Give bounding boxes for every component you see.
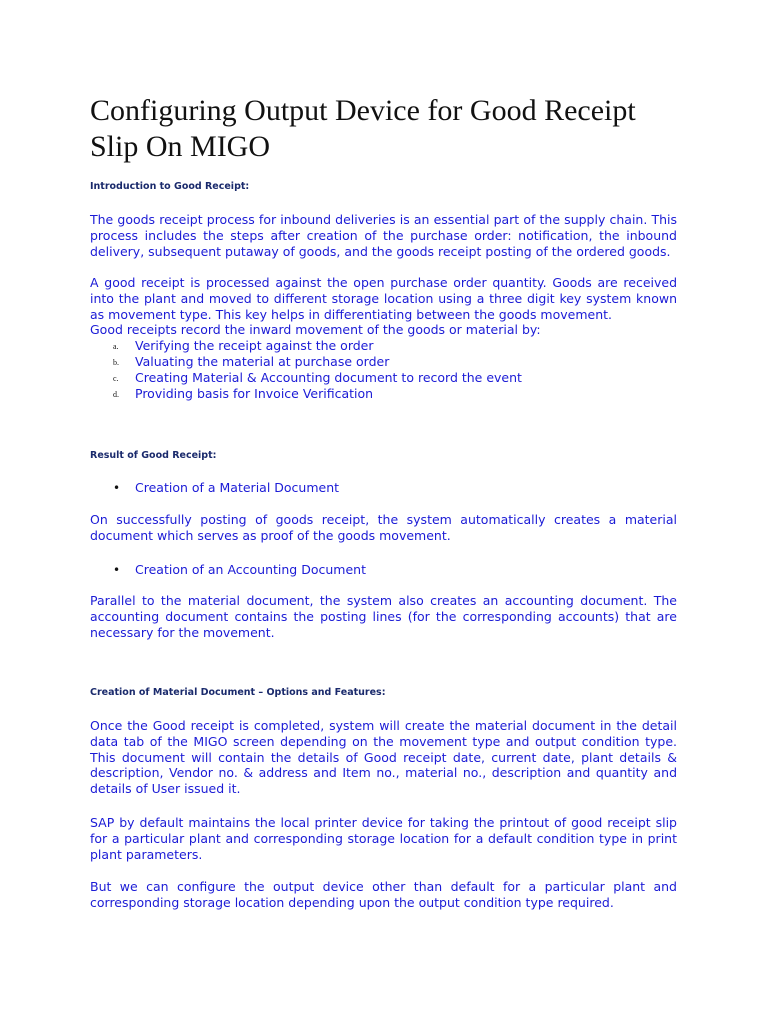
list-marker: d. [113, 390, 119, 399]
bullet-item-text: Creation of an Accounting Document [135, 562, 366, 577]
bullet-item-text: Creation of a Material Document [135, 480, 340, 495]
list-item-text: Providing basis for Invoice Verification [135, 386, 374, 401]
creation-paragraph-3: But we can configure the output device other than default for a particular plant and corresponding storage location depending upon the output condition type required. [90, 879, 677, 910]
page-title: Configuring Output Device for Good Receipt Slip On MIGO [90, 94, 636, 163]
intro-paragraph-2: A good receipt is processed against the open purchase order quantity. Goods are received into the plant and moved to different storage location using a three digit key system known as movement type. This key helps in differentiating between the goods movement. [90, 275, 677, 322]
list-item-text: Valuating the material at purchase order [135, 354, 390, 369]
creation-paragraph-2: SAP by default maintains the local printer device for taking the printout of good receipt slip for a particular plant and corresponding storage location for a default condition type in print plant parameters. [90, 815, 677, 862]
bullet-dot-icon: • [113, 481, 121, 495]
list-marker: c. [113, 374, 119, 383]
ordered-list-item [90, 386, 677, 402]
section-heading-creation: Creation of Material Document – Options and Features: [90, 687, 386, 698]
result-paragraph-2: Parallel to the material document, the system also creates an accounting document. The accounting document contains the posting lines (for the corresponding accounts) that are necessary for the movement. [90, 593, 677, 640]
list-item-text: Verifying the receipt against the order [135, 338, 374, 353]
bullet-list-item [90, 562, 677, 578]
ordered-list-item [90, 370, 677, 386]
intro-paragraph-3: Good receipts record the inward movement of the goods or material by: [90, 322, 541, 337]
list-marker: b. [113, 358, 119, 367]
list-item-text: Creating Material & Accounting document to record the event [135, 370, 522, 385]
ordered-list-item [90, 354, 677, 370]
section-heading-result: Result of Good Receipt: [90, 450, 217, 461]
section-heading-introduction: Introduction to Good Receipt: [90, 181, 250, 192]
intro-paragraph-1: The goods receipt process for inbound deliveries is an essential part of the supply chain. This process includes the steps after creation of the purchase order: notification, the inbound delivery, subsequent putaway of goods, and the goods receipt posting of the ordered goods. [90, 212, 677, 259]
result-paragraph-1: On successfully posting of goods receipt, the system automatically creates a material document which serves as proof of the goods movement. [90, 512, 677, 543]
ordered-list-item [90, 338, 677, 354]
bullet-dot-icon: • [113, 563, 121, 577]
creation-paragraph-1: Once the Good receipt is completed, system will create the material document in the detail data tab of the MIGO screen depending on the movement type and output condition type. This document will contain the details of Good receipt date, current date, plant details & description, Vendor no. & address and Item no., material no., description and quantity and details of User issued it. [90, 718, 677, 797]
bullet-list-item [90, 480, 677, 496]
list-marker: a. [113, 342, 119, 351]
